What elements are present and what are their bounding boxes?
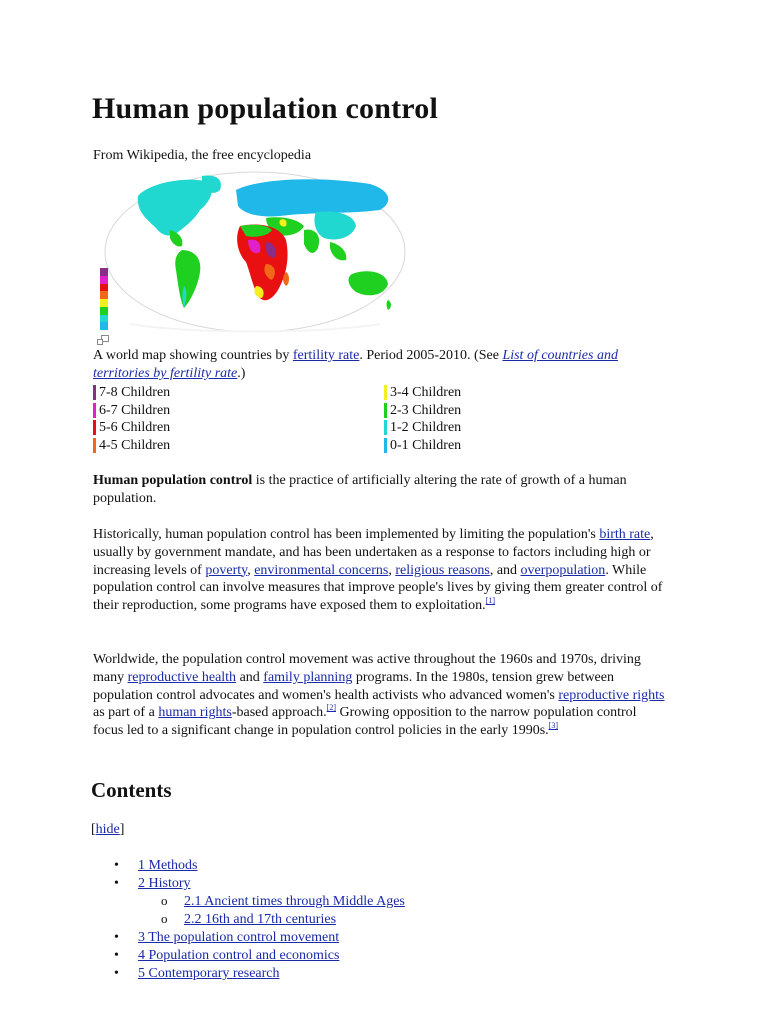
paragraph-text: , [388, 562, 396, 578]
poverty-link[interactable]: poverty [205, 562, 248, 578]
legend-item [93, 419, 363, 437]
intro-paragraph [93, 472, 668, 508]
environmental-concerns-link[interactable]: environmental concerns [254, 562, 389, 578]
reference-3-link[interactable]: [3] [548, 721, 558, 731]
reproductive-health-link[interactable]: reproductive health [127, 669, 237, 685]
legend-label: 3-4 Children [390, 385, 462, 400]
toc-item [114, 857, 514, 875]
toc-link-population-control-economics[interactable]: 4 Population control and economics [138, 948, 340, 963]
contents-heading: Contents [91, 778, 172, 802]
legend-label: 6-7 Children [99, 402, 171, 418]
human-rights-link[interactable]: human rights [158, 705, 232, 721]
paragraph-text: and [236, 669, 264, 685]
hide-contents-link[interactable]: hide [95, 822, 120, 837]
toc-item [114, 947, 514, 965]
contents-toggle [91, 822, 124, 838]
scale-band [100, 307, 108, 315]
legend-swatch [93, 420, 96, 435]
movement-paragraph [93, 651, 668, 740]
paragraph-text: , [247, 562, 255, 578]
paragraph-text: Historically, human population control has been implemented by limiting the population's [93, 527, 600, 542]
birth-rate-link[interactable]: birth rate [599, 527, 651, 542]
toc-subitem [114, 893, 514, 911]
paragraph-text: Worldwide, the population control movement was active throughout the 1960s and 1970s, driving many [93, 652, 641, 685]
legend-swatch [384, 403, 387, 418]
bracket: ] [119, 822, 125, 837]
table-of-contents [114, 857, 514, 983]
toc-item [114, 929, 514, 947]
bracket: [ [91, 822, 96, 837]
enlarge-icon[interactable] [97, 335, 109, 345]
figure-caption [93, 347, 668, 383]
paragraph-text: as part of a [93, 705, 159, 721]
paragraph-text: is the practice of artificially altering the rate of growth of a human population. [93, 473, 627, 506]
toc-link-population-control-movement[interactable]: 3 The population control movement [138, 930, 340, 945]
legend-item [93, 402, 363, 420]
fertility-rate-link[interactable]: fertility rate [292, 348, 360, 363]
intro-bold-term: Human population control [93, 473, 253, 488]
paragraph-text: -based approach. [231, 705, 327, 721]
toc-item [114, 965, 514, 983]
reference-1-link[interactable]: [1] [485, 596, 496, 606]
legend-item [384, 419, 654, 437]
toc-subitem [114, 911, 514, 929]
legend-label: 2-3 Children [390, 402, 462, 418]
scale-band [100, 322, 108, 330]
legend-label: 7-8 Children [99, 385, 171, 400]
scale-band [100, 315, 108, 323]
history-paragraph [93, 526, 668, 615]
religious-reasons-link[interactable]: religious reasons [395, 562, 490, 578]
reference-2-link[interactable]: [2] [326, 703, 336, 713]
legend-column-left [93, 384, 363, 454]
toc-link-16th-17th-centuries[interactable]: 2.2 16th and 17th centuries [184, 912, 337, 927]
legend-label: 0-1 Children [390, 437, 462, 453]
list-of-countries-link[interactable]: List of countries and territories by fertility rate [93, 348, 618, 381]
page-title: Human population control [92, 92, 438, 125]
reproductive-rights-link[interactable]: reproductive rights [558, 687, 665, 703]
toc-link-methods[interactable]: 1 Methods [138, 858, 198, 873]
legend-swatch [384, 438, 387, 453]
legend-column-right [384, 384, 654, 454]
scale-band [100, 268, 108, 276]
scale-band [100, 284, 108, 292]
legend-swatch [93, 385, 96, 400]
fertility-color-scale [100, 268, 108, 330]
paragraph-text: programs. In the 1980s, tension grew between population control advocates and women's health activists who advanced women's [93, 669, 614, 703]
paragraph-text: , and [489, 562, 521, 578]
legend-label: 5-6 Children [99, 420, 171, 435]
legend-swatch [384, 420, 387, 435]
tagline: From Wikipedia, the free encyclopedia [93, 148, 312, 163]
legend-item [384, 437, 654, 455]
scale-band [100, 299, 108, 307]
legend-swatch [384, 385, 387, 400]
scale-band [100, 276, 108, 284]
scale-band [100, 291, 108, 299]
legend-label: 1-2 Children [390, 420, 462, 435]
caption-text: .) [237, 366, 246, 381]
world-fertility-map[interactable] [90, 168, 420, 336]
legend-swatch [93, 438, 96, 453]
paragraph-text: Growing opposition to the narrow population control focus led to a significant change in population control policies in the early 1990s. [93, 705, 637, 739]
toc-link-ancient-times[interactable]: 2.1 Ancient times through Middle Ages [184, 894, 405, 909]
legend-item [93, 384, 363, 402]
toc-link-contemporary-research[interactable]: 5 Contemporary research [138, 966, 280, 981]
toc-link-history[interactable]: 2 History [138, 876, 191, 891]
legend-swatch [93, 403, 96, 418]
paragraph-text: , usually by government mandate, and has been undertaken as a response to factors including high or increasing levels of [93, 527, 654, 578]
family-planning-link[interactable]: family planning [263, 669, 353, 685]
legend-item [93, 437, 363, 455]
legend-item [384, 384, 654, 402]
toc-item [114, 875, 514, 893]
overpopulation-link[interactable]: overpopulation [520, 562, 606, 578]
legend-label: 4-5 Children [99, 437, 171, 453]
caption-text: . Period 2005-2010. (See [359, 348, 503, 363]
legend-item [384, 402, 654, 420]
caption-text: A world map showing countries by [93, 348, 293, 363]
paragraph-text: . While population control can involve measures that improve people's lives by giving them greater control of their reproduction, some programs have exposed them to exploitation. [93, 562, 663, 614]
